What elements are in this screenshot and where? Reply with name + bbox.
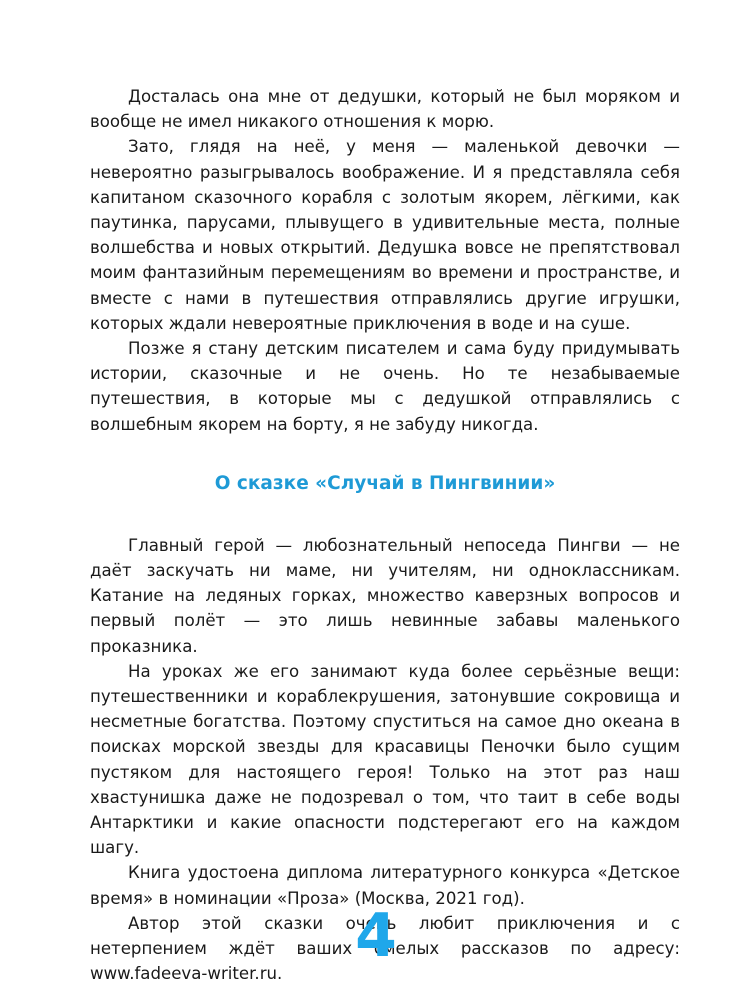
- paragraph-became-writer: Позже я стану детским писателем и сама буду придумывать истории, сказочные и не очень. Но те незабываемые путешествия, в которые мы с дедушкой отправлялись с волшебным якорем на борту, я не забуду никогда.: [90, 339, 680, 434]
- section-heading: О сказке «Случай в Пингвинии»: [214, 472, 556, 494]
- paragraph-author-contact: Автор этой сказки очень любит приключения и с нетерпением ждёт ваших смелых рассказов по адресу: www.fadeeva-writer.ru.: [90, 913, 680, 984]
- paragraph-main-hero: Главный герой — любознательный непоседа Пингви — не даёт заскучать ни маме, ни учителям, ни одноклассникам. Катание на ледяных горках, множество каверзных вопросов и первый полёт — это лишь невинные забавы маленького проказника.: [90, 535, 680, 656]
- paragraph-adventures: На уроках же его занимают куда более серьёзные вещи: путешественники и кораблекрушения, затонувшие сокровища и несметные богатства. Поэтому спуститься на самое дно океана в поисках морской звезды для красавицы Пеночки было сущим пустяком для настоящего героя! Только на этот раз наш хвастунишка даже не подозревал о том, что таит в себе воды Антарктики и какие опасности подстерегают его на каждом шагу.: [90, 661, 680, 858]
- page-number: 4: [355, 901, 397, 971]
- page-content: [90, 84, 680, 987]
- paragraph-imagination: Зато, глядя на неё, у меня — маленькой девочки — невероятно разыгрывалось воображение. И я представляла себя капитаном сказочного корабля с золотым якорем, лёгкими, как паутинка, парусами, плывущего в удивительные места, полные волшебства и новых открытий. Дедушка вовсе не препятствовал моим фантазийным перемещениям во времени и пространстве, и вместе с нами в путешествия отправлялись другие игрушки, которых ждали невероятные приключения в воде и на суше.: [90, 137, 680, 333]
- paragraph-grandfather-gift: Досталась она мне от дедушки, который не был моряком и вообще не имел никакого отношения к морю.: [90, 87, 680, 132]
- paragraph-award: Книга удостоена диплома литературного конкурса «Детское время» в номинации «Проза» (Москва, 2021 год).: [90, 863, 680, 908]
